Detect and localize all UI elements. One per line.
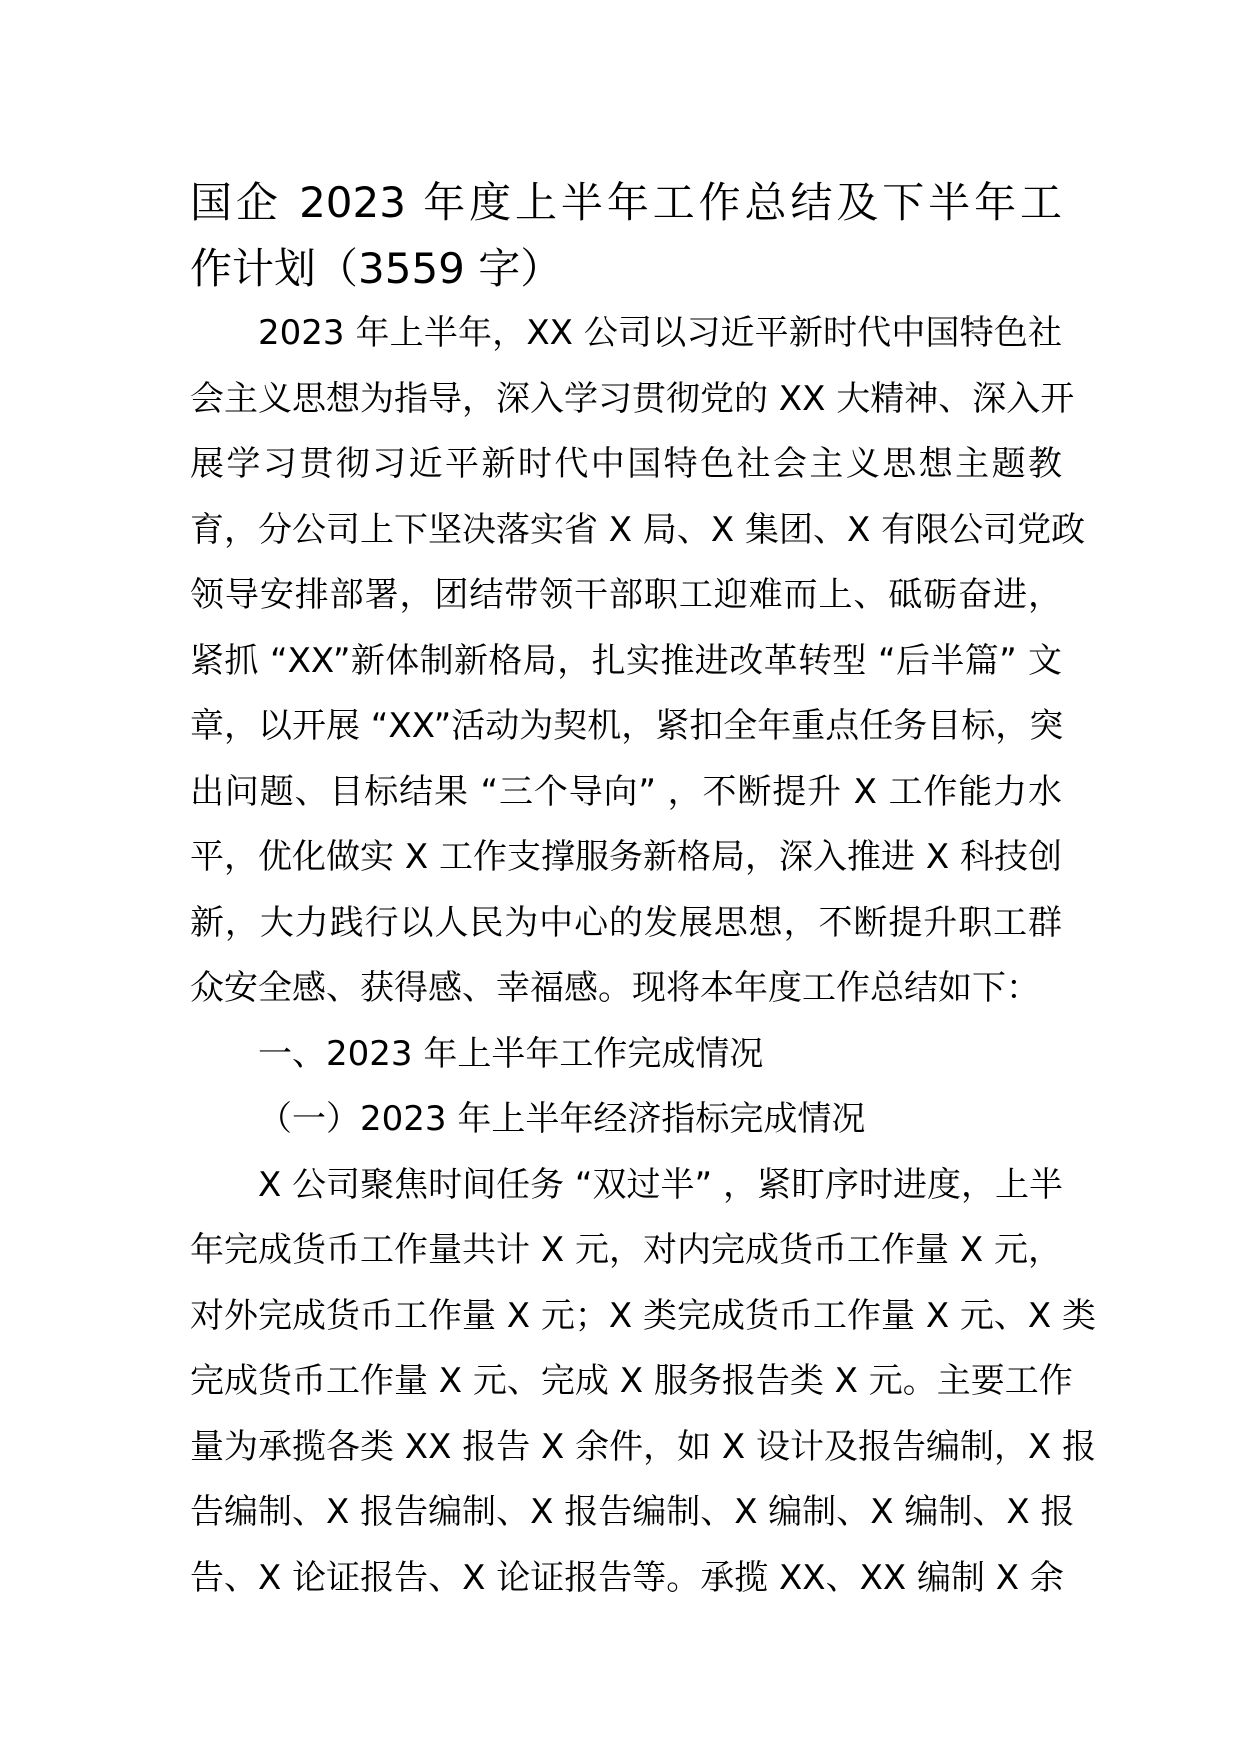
text-line: 完成货币工作量 X 元、完成 X 服务报告类 X 元。主要工作 bbox=[190, 1361, 1073, 1401]
text-line: 2023 年上半年，XX 公司以习近平新时代中国特色社 bbox=[258, 313, 1062, 353]
heading-1 bbox=[190, 1022, 1062, 1088]
text-line: （一）2023 年上半年经济指标完成情况 bbox=[258, 1099, 866, 1139]
text-line: 量为承揽各类 XX 报告 X 余件，如 X 设计及报告编制，X 报 bbox=[190, 1426, 1097, 1467]
text-line: 章，以开展 “XX”活动为契机，紧扣全年重点任务目标，突 bbox=[190, 706, 1064, 746]
text-line: X 公司聚焦时间任务 “双过半” ，紧盯序时进度，上半 bbox=[258, 1164, 1063, 1205]
text-line: 新，大力践行以人民为中心的发展思想，不断提升职工群 bbox=[190, 902, 1062, 943]
paragraph bbox=[190, 1153, 1097, 1612]
text-line: 紧抓 “XX”新体制新格局，扎实推进改革转型 “后半篇” 文 bbox=[190, 640, 1062, 681]
text-line: 平，优化做实 X 工作支撑服务新格局，深入推进 X 科技创 bbox=[190, 837, 1062, 877]
text-line: 展学习贯彻习近平新时代中国特色社会主义思想主题教 bbox=[190, 444, 1062, 484]
text-line: 一、2023 年上半年工作完成情况 bbox=[258, 1033, 764, 1074]
heading-2 bbox=[190, 1087, 1062, 1153]
title-line: 作计划（3559 字） bbox=[190, 243, 563, 293]
text-line: 领导安排部署，团结带领干部职工迎难而上、砥砺奋进， bbox=[190, 575, 1062, 615]
text-line: 告编制、X 报告编制、X 报告编制、X 编制、X 编制、X 报 bbox=[190, 1492, 1075, 1532]
text-line: 年完成货币工作量共计 X 元，对内完成货币工作量 X 元， bbox=[190, 1230, 1062, 1270]
text-line: 众安全感、获得感、幸福感。现将本年度工作总结如下： bbox=[190, 968, 1040, 1008]
document-body bbox=[190, 301, 1097, 1611]
text-line: 会主义思想为指导，深入学习贯彻党的 XX 大精神、深入开 bbox=[190, 378, 1075, 419]
text-line: 对外完成货币工作量 X 元；X 类完成货币工作量 X 元、X 类 bbox=[190, 1295, 1097, 1336]
text-line: 出问题、目标结果 “三个导向” ，不断提升 X 工作能力水 bbox=[190, 771, 1062, 812]
title-line: 国企 2023 年度上半年工作总结及下半年工 bbox=[190, 178, 1062, 227]
document-title bbox=[190, 170, 1062, 301]
paragraph bbox=[190, 301, 1086, 1022]
text-line: 告、X 论证报告、X 论证报告等。承揽 XX、XX 编制 X 余 bbox=[190, 1557, 1064, 1598]
text-line: 育，分公司上下坚决落实省 X 局、X 集团、X 有限公司党政 bbox=[190, 509, 1086, 550]
document-page bbox=[190, 170, 1097, 1611]
